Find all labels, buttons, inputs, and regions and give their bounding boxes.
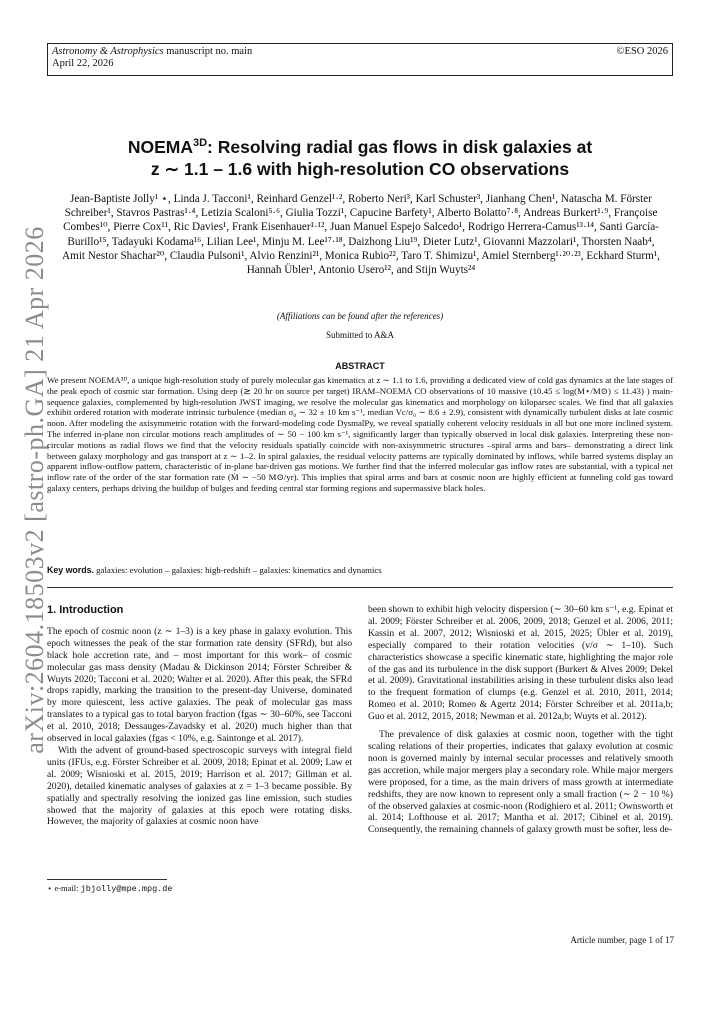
paragraph: The prevalence of disk galaxies at cosmic noon, together with the tight scaling relations of their properties, indicates that galaxy evolution at cosmic noon is governed mainly by internal secular processes and relatively smooth gas accretion, while major mergers play a secondary role. While major mergers were proposed, for a time, as the main drivers of mass growth at intermediate redshifts, they are now known to represent only a small fraction (∼ 2 − 10 %) of the observed galaxies at cosmic-noon (Rodighiero et al. 2011; Ownsworth et al. 2014; Lofthouse et al. 2017; Mantha et al. 2017; Cibinel et al. 2019). Consequently, the remaining channels of galaxy growth must be softer, less de-: [368, 729, 673, 836]
abstract-divider: [47, 587, 673, 588]
abstract-heading: ABSTRACT: [335, 361, 385, 371]
keywords-list: galaxies: evolution – galaxies: high-redshift – galaxies: kinematics and dynamics: [96, 565, 382, 575]
keywords: [47, 565, 673, 576]
copyright: ©ESO 2026: [616, 46, 668, 57]
affiliations-note: (Affiliations can be found after the references): [276, 311, 444, 321]
page-number: Article number, page 1 of 17: [570, 935, 674, 945]
journal-name: Astronomy & Astrophysics: [52, 46, 164, 57]
paragraph: been shown to exhibit high velocity dispersion (∼ 30–60 km s⁻¹, e.g. Epinat et al. 2009; Förster Schreiber et al. 2006, 2009, 2018; Genzel et al. 2006, 2011; Kassin et al. 2007, 2012; Wisnioski et al. 2015, 2025; Übler et al. 2019), especially compared to their rotation velocities (v/σ ∼ 1–10). Such characteristics showcase a specific kinematic state, highlighting the major role of the gas and its turbulence in the disk support (Burkert & Alves 2009; Dekel et al. 2009). Gravitational instabilities arising in these turbulent disks also lead to the frequent formation of clumps (e.g. Genzel et al. 2010, 2011, 2014; Romeo et al. 2010; Romeo & Agertz 2014; Förster Schreiber et al. 2011a,b; Guo et al. 2012, 2015, 2018; Newman et al. 2012a,b; Wuyts et al. 2012).: [368, 604, 673, 723]
title-part-b: : Resolving radial gas flows in disk galaxies at: [207, 136, 593, 157]
footnote-marker: ⋆: [47, 883, 53, 893]
title-line-2: z ∼ 1.1 – 1.6 with high-resolution CO observations: [150, 158, 570, 179]
email-link[interactable]: jbjolly@mpe.mpg.de: [80, 884, 173, 894]
submission-note: Submitted to A&A: [325, 330, 394, 340]
footnote: [47, 879, 352, 894]
paragraph: With the advent of ground-based spectroscopic surveys with integral field units (IFUs, e.g. Förster Schreiber et al. 2009, 2018; Epinat et al. 2009; Law et al. 2009; Wisnioski et al. 2015, 2019; Harrison et al. 2017; Gillman et al. 2020), detailed kinematic analyses of galaxies at z = 1–3 became possible. By spatially and spectrally resolving the ionized gas line emission, such studies showed that the majority of galaxies at this epoch were rotating disks. However, the majority of galaxies at cosmic noon have: [47, 744, 352, 828]
manuscript-date: April 22, 2026: [52, 58, 114, 69]
manuscript-header: [47, 43, 673, 76]
title-sup: 3D: [192, 137, 208, 149]
paragraph: The epoch of cosmic noon (z ∼ 1–3) is a key phase in galaxy evolution. This epoch witnesses the peak of the star formation rate density (SFRd), but also black hole accretion rate, and – most important for this work– of cosmic molecular gas mass density (Madau & Dickinson 2014; Förster Schreiber & Wuyts 2020; Tacconi et al. 2020; Walter et al. 2020). After this peak, the SFRd drops rapidly, marking the transition to the present-day Universe, dominated by more quiescent, less active galaxies. The peak of molecular gas mass translates to a typical gas to total baryon fraction (fgas ∼ 30–60%, see Tacconi et al. 2010, 2018; Dessauges-Zavadsky et al. 2020) much higher than that observed in local galaxies (fgas < 10%, e.g. Saintonge et al. 2017).: [47, 625, 352, 745]
section-title: 1. Introduction: [47, 604, 124, 616]
arxiv-stamp: arXiv:2604.18503v2 [astro-ph.GA] 21 Apr 2026: [20, 226, 49, 754]
footnote-rule: [47, 879, 167, 880]
left-column: [47, 605, 352, 828]
paper-title: [60, 132, 660, 180]
footnote-label: e-mail:: [54, 883, 79, 893]
right-column: [368, 604, 673, 836]
author-list: Jean-Baptiste Jolly¹ ⋆, Linda J. Tacconi¹, Reinhard Genzel¹·², Roberto Neri³, Karl Schuster³, Jianhang Chen¹, Natascha M. Förster Schreiber¹, Stavros Pastras¹·⁴, Letizia Scaloni⁵·⁶, Giulia Tozzi¹, Capucine Barfety¹, Alberto Bolatto⁷·⁸, Andreas Burkert¹·⁹, Françoise Combes¹⁰, Pierre Cox¹¹, Ric Davies¹, Frank Eisenhauer¹·¹², Juan Manuel Espejo Salcedo¹, Rodrigo Herrera-Camus¹³·¹⁴, Santi García-Burillo¹⁵, Tadayuki Kodama¹⁶, Lilian Lee¹, Minju M. Lee¹⁷·¹⁸, Daizhong Liu¹⁹, Dieter Lutz¹, Giovanni Mazzolari¹, Thorsten Naab⁴, Amit Nestor Shachar²⁰, Claudia Pulsoni¹, Alvio Renzini²¹, Monica Rubio²², Taro T. Shimizu¹, Amiel Sternberg¹·²⁰·²³, Eckhard Sturm¹, Hannah Übler¹, Antonio Usero¹², and Stijn Wuyts²⁴: [62, 193, 660, 277]
manuscript-number: manuscript no. main: [166, 46, 253, 57]
abstract-text: We present NOEMA³ᴰ, a unique high-resolution study of purely molecular gas kinematics at z ∼ 1.1 to 1.6, providing a dedicated view of cold gas dynamics at the late stages of the peak epoch of cosmic star formation. Using deep (≳ 20 hr on source per target) IRAM–NOEMA CO observations of 10 massive (10.45 ≤ log(M⋆/M⊙) ≤ 11.43) ) main-sequence galaxies, complemented by high-resolution JWST imaging, we resolve the molecular gas kinematics and morphology on kiloparsec scales. We find that all galaxies exhibit ordered rotation with moderate intrinsic turbulence (median σ₀ ∼ 32 ± 10 km s⁻¹, median Vc/σ₀ ∼ 8.6 ± 2.9), consistent with dynamically turbulent disks at late cosmic noon. After modeling the axisymmetric rotation with the forward-modeling code DysmalPy, we reveal spatially coherent velocity residuals in all but one more inclined system. The inferred in-plane non circular motions reach amplitudes of ∼ 50 − 100 km s⁻¹, significantly larger than typically observed in local disk galaxies. Interpreting these non-circular motions as radial flows we find that the velocity residuals spatially coincide with non-axisymmetric structures –spiral arms and bars– demonstrating a direct link between galaxy morphology and gas transport at z ∼ 1–2. In spiral galaxies, the residual velocity patterns are typically dominated by inflows, while barred systems display an apparent inflow-outflow pattern, characteristic of in-plane bar-driven gas motions. We further find that the inferred molecular gas inflow rates are substantial, with a typical net inflow rate of the order of the star formation rate (Ṁ ∼ −50 M⊙/yr). This implies that spiral arms and bars at cosmic noon are highly efficient at funneling cold gas toward galaxy centers, perhaps driving the buildup of bulges and feeding central star forming regions and supermassive black holes.: [47, 375, 673, 493]
header-left: [52, 46, 252, 70]
keywords-label: Key words.: [47, 565, 94, 575]
title-part-a: NOEMA: [127, 136, 193, 157]
